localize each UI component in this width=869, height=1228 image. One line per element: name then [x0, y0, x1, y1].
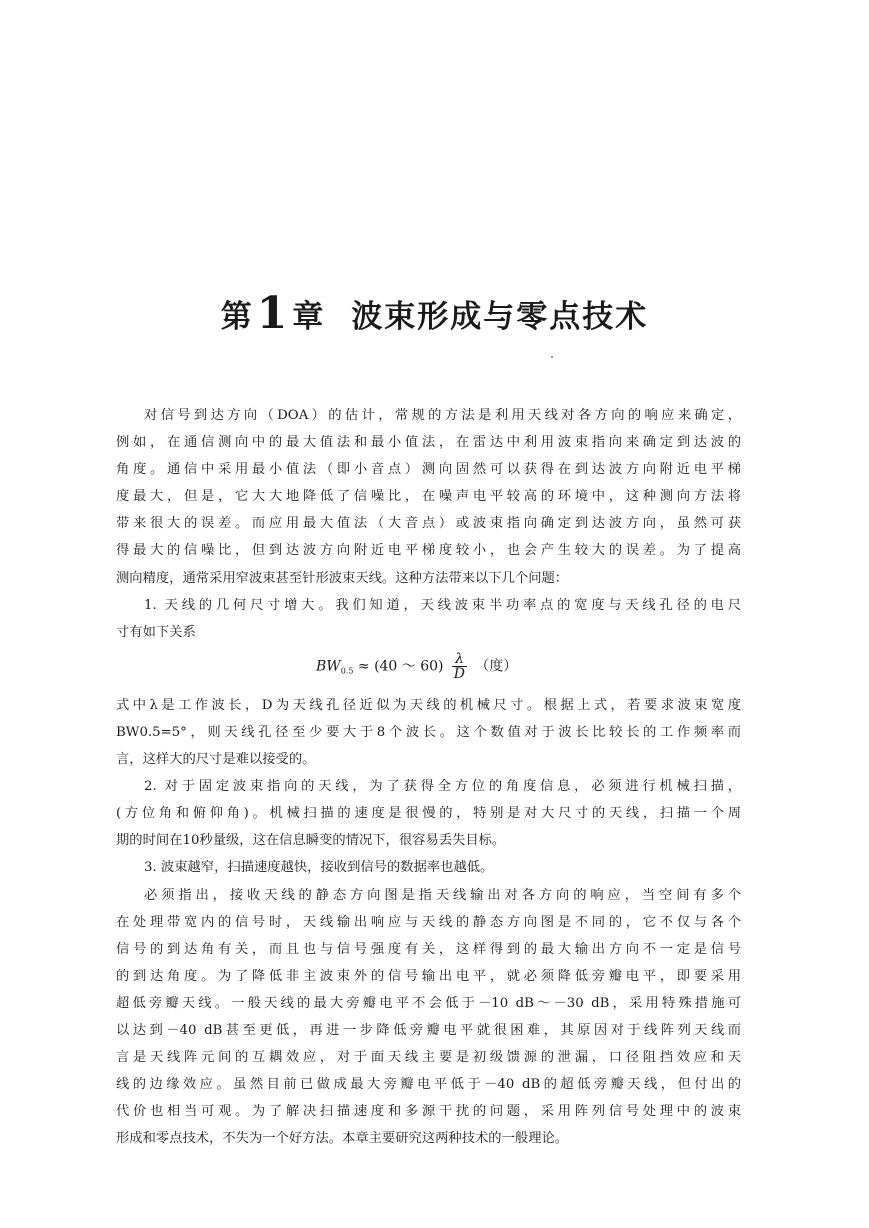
formula-denominator: D [453, 665, 466, 682]
scan-speck [551, 356, 553, 358]
text-line: 信号的到达角有关，而且也与信号强度有关，这样得到的最大输出方向不一定是信号 [116, 941, 741, 957]
paragraph-p3 [116, 692, 741, 773]
text-line: 言，这样大的尺寸是难以接受的。 [116, 752, 316, 768]
text-line: 角度。通信中采用最小值法（即小音点）测向固然可以获得在到达波方向附近电平梯 [116, 462, 741, 478]
formula-lhs: BW [316, 658, 341, 675]
paragraph-p6 [116, 882, 741, 1153]
paragraph-p1 [116, 402, 741, 592]
chapter-title: 波束形成与零点技术 [351, 299, 649, 335]
text-line: 3. 波束越窄，扫描速度越快，接收到信号的数据率也越低。 [144, 860, 494, 876]
text-line: 得最大的信噪比，但到达波方向附近电平梯度较小，也会产生较大的误差。为了提高 [116, 543, 741, 559]
chapter-number: 1 [256, 288, 290, 339]
paragraph-p4 [116, 773, 741, 854]
text-line: 寸有如下关系 [116, 624, 196, 640]
text-line: 代价也相当可观。为了解决扫描速度和多源干扰的问题，采用阵列信号处理中的波束 [116, 1104, 741, 1120]
chapter-heading [0, 288, 869, 339]
text-line: 言是天线阵元间的互耦效应，对于面天线主要是初级馈源的泄漏，口径阻挡效应和天 [116, 1050, 741, 1066]
text-line: 的到达角度。为了降低非主波束外的信号输出电平，就必须降低旁瓣电平，即要采用 [116, 968, 741, 984]
text-line: 在处理带宽内的信号时，天线输出响应与天线的静态方向图是不同的，它不仅与各个 [116, 914, 741, 930]
formula-lhs-subscript: 0.5 [340, 666, 354, 676]
text-line: 形成和零点技术，不失为一个好方法。本章主要研究这两种技术的一般理论。 [116, 1131, 569, 1147]
text-line: 式中λ是工作波长，D为天线孔径近似为天线的机械尺寸。根据上式，若要求波束宽度 [116, 697, 741, 713]
formula-range: (40 ～ 60) [374, 658, 444, 675]
text-line: 测向精度，通常采用窄波束甚至针形波束天线。这种方法带来以下几个问题： [116, 570, 569, 586]
text-line: 超低旁瓣天线。一般天线的最大旁瓣电平不会低于－10 dB～－30 dB，采用特殊措施可 [116, 995, 741, 1011]
text-line: 2. 对于固定波束指向的天线，为了获得全方位的角度信息，必须进行机械扫描， [144, 779, 741, 795]
text-line: 期的时间在10秒量级，这在信息瞬变的情况下，很容易丢失目标。 [116, 833, 506, 849]
paragraph-p2 [116, 592, 741, 646]
text-line: 以达到－40 dB甚至更低，再进一步降低旁瓣电平就很困难，其原因对于线阵列天线而 [116, 1022, 741, 1038]
text-line: BW0.5=5°，则天线孔径至少要大于8个波长。这个数值对于波长比较长的工作频率而 [116, 724, 741, 740]
chapter-prefix: 第 [220, 299, 254, 335]
text-line: (方位角和俯仰角)。机械扫描的速度是很慢的，特别是对大尺寸的天线，扫描一个周 [116, 806, 741, 822]
beamwidth-formula [116, 646, 741, 692]
text-line: 度最大，但是，它大大地降低了信噪比，在噪声电平较高的环境中，这种测向方法将 [116, 489, 741, 505]
formula-unit: （度） [475, 658, 518, 675]
paragraph-p5 [116, 854, 741, 881]
text-line: 对信号到达方向（DOA）的估计，常规的方法是利用天线对各方向的响应来确定， [144, 408, 741, 423]
text-line: 例如，在通信测向中的最大值法和最小值法，在雷达中利用波束指向来确定到达波的 [116, 435, 741, 451]
formula-fraction [452, 652, 467, 681]
text-line: 线的边缘效应。虽然目前已做成最大旁瓣电平低于－40 dB的超低旁瓣天线，但付出的 [116, 1077, 741, 1093]
text-line: 1. 天线的几何尺寸增大。我们知道，天线波束半功率点的宽度与天线孔径的电尺 [144, 597, 741, 613]
chapter-suffix: 章 [292, 299, 326, 335]
body-text [116, 402, 741, 1152]
text-line: 必须指出，接收天线的静态方向图是指天线输出对各方向的响应，当空间有多个 [144, 887, 741, 903]
formula-approx: ≈ [357, 658, 370, 675]
text-line: 带来很大的误差。而应用最大值法（大音点）或波束指向确定到达波方向，虽然可获 [116, 516, 741, 532]
formula-numerator: λ [452, 652, 467, 667]
